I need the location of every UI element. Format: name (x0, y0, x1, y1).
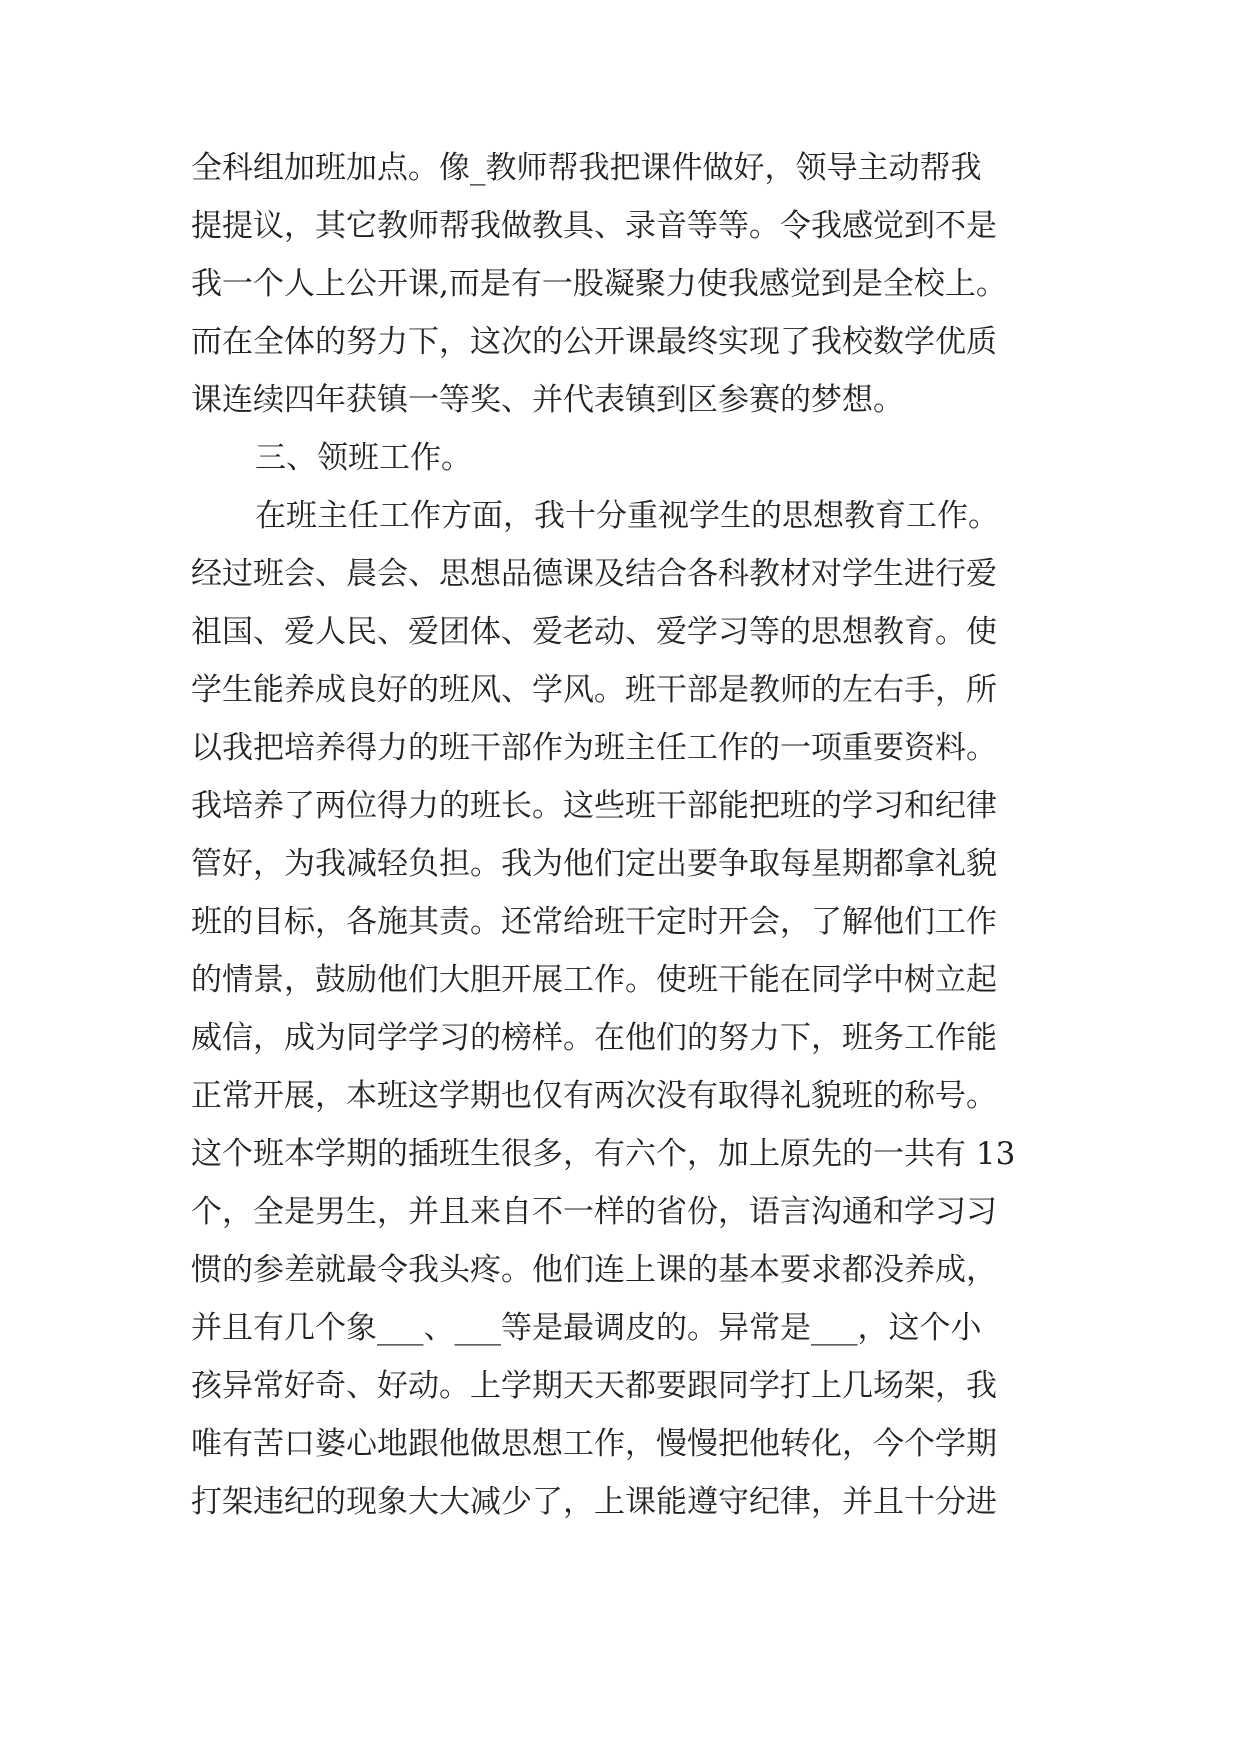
body-text-line: 唯有苦口婆心地跟他做思想工作，慢慢把他转化，今个学期 (191, 1426, 997, 1462)
body-text-line: 全科组加班加点。像_教师帮我把课件做好，领导主动帮我 (191, 150, 982, 186)
body-text-line: 我一个人上公开课,而是有一股凝聚力使我感觉到是全校上。 (191, 266, 1007, 302)
body-text-line: 以我把培养得力的班干部作为班主任工作的一项重要资料。 (191, 730, 997, 766)
body-text-line: 的情景，鼓励他们大胆开展工作。使班干能在同学中树立起 (191, 962, 997, 998)
body-text-line: 孩异常好奇、好动。上学期天天都要跟同学打上几场架，我 (191, 1368, 997, 1404)
body-text-line: 而在全体的努力下，这次的公开课最终实现了我校数学优质 (191, 324, 997, 360)
body-text-line: 提提议，其它教师帮我做教具、录音等等。令我感觉到不是 (191, 208, 997, 244)
body-text-line: 学生能养成良好的班风、学风。班干部是教师的左右手，所 (191, 672, 997, 708)
body-text-line: 管好，为我减轻负担。我为他们定出要争取每星期都拿礼貌 (191, 846, 997, 882)
body-text-line: 正常开展，本班这学期也仅有两次没有取得礼貌班的称号。 (191, 1078, 997, 1114)
body-text-line: 惯的参差就最令我头疼。他们连上课的基本要求都没养成， (191, 1252, 997, 1288)
body-text-line: 在班主任工作方面，我十分重视学生的思想教育工作。 (255, 498, 999, 534)
body-text-line: 威信，成为同学学习的榜样。在他们的努力下，班务工作能 (191, 1020, 997, 1056)
body-text-line: 打架违纪的现象大大减少了，上课能遵守纪律，并且十分进 (191, 1484, 997, 1520)
section-heading: 三、领班工作。 (255, 440, 472, 476)
body-text-line: 经过班会、晨会、思想品德课及结合各科教材对学生进行爱 (191, 556, 997, 592)
body-text-line: 我培养了两位得力的班长。这些班干部能把班的学习和纪律 (191, 788, 997, 824)
body-text-line: 课连续四年获镇一等奖、并代表镇到区参赛的梦想。 (191, 382, 904, 418)
body-text-line: 这个班本学期的插班生很多，有六个，加上原先的一共有 13 (191, 1136, 1016, 1172)
body-text-line: 班的目标，各施其责。还常给班干定时开会，了解他们工作 (191, 904, 997, 940)
body-text-line: 个，全是男生，并且来自不一样的省份，语言沟通和学习习 (191, 1194, 997, 1230)
body-text-line: 并且有几个象___、___等是最调皮的。异常是___，这个小 (191, 1310, 982, 1346)
body-text-line: 祖国、爱人民、爱团体、爱老动、爱学习等的思想教育。使 (191, 614, 997, 650)
